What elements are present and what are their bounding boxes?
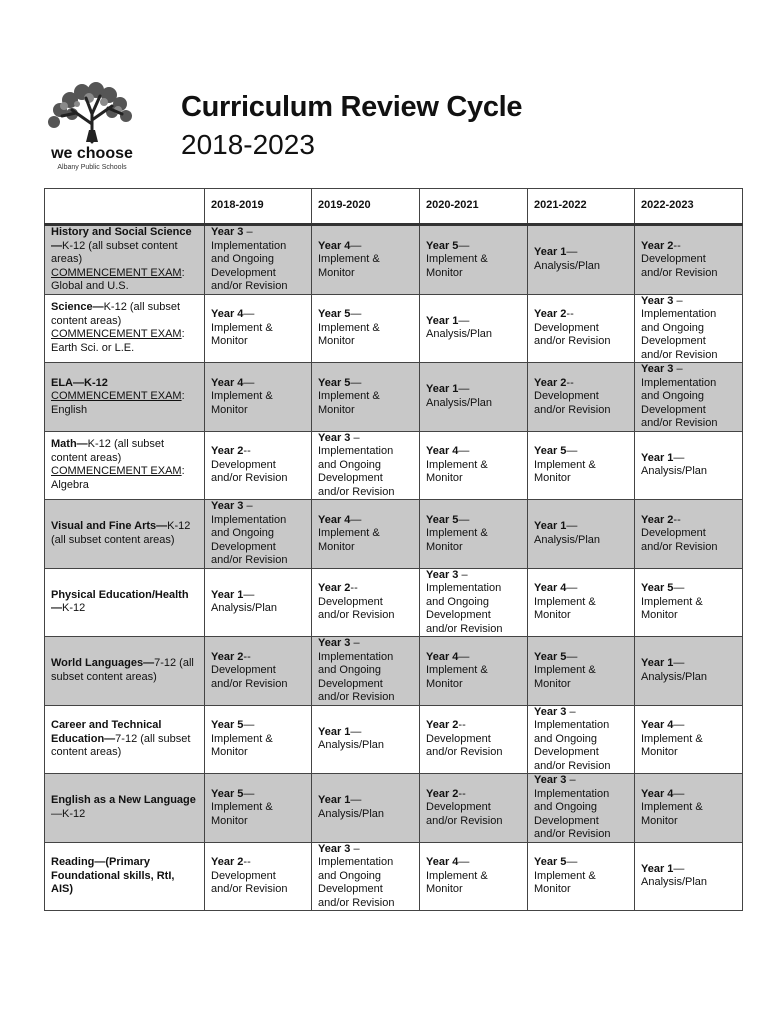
year-label: Year 3 [426,568,459,581]
commencement-exam-value: : Global and U.S. [51,266,185,292]
year-label: Year 5 [534,856,567,868]
subject-cell [45,774,205,843]
cycle-cell [635,500,743,569]
year-label: Year 2 [641,513,674,526]
year-separator: — [673,582,685,594]
cycle-cell [205,568,312,637]
year-separator: — [243,376,255,389]
phase-description: Development and/or Revision [426,801,503,827]
table-row [45,842,743,911]
cycle-cell [312,294,420,363]
cycle-cell [528,431,635,500]
phase-description: Analysis/Plan [211,602,278,615]
cycle-cell [205,294,312,363]
cycle-cell [205,500,312,569]
phase-description: Analysis/Plan [534,259,601,272]
year-label: Year 4 [641,787,674,800]
year-separator: — [566,520,578,533]
year-label: Year 1 [534,520,567,533]
cycle-cell [528,705,635,774]
cycle-cell [312,568,420,637]
cycle-cell [420,774,528,843]
cycle-cell [312,431,420,500]
year-separator: — [350,513,362,526]
subject-scope: K-12 (all subset content areas) [51,301,181,327]
phase-description: Implement & Monitor [534,458,596,484]
phase-description: Implement & Monitor [426,664,488,690]
subject-cell [45,842,205,911]
cycle-cell [528,225,635,295]
phase-description: Implement & Monitor [534,664,596,690]
phase-description: Implementation and Ongoing Development and/or Revision [318,856,395,909]
phase-description: Implement & Monitor [426,869,488,895]
commencement-exam-label: COMMENCEMENT EXAM [51,390,182,402]
year-separator: -- [243,650,251,663]
year-separator: — [350,725,362,738]
phase-description: Development and/or Revision [426,732,503,758]
phase-description: Development and/or Revision [211,664,288,690]
year-separator: -- [243,445,251,457]
year-label: Year 3 [318,637,351,649]
phase-description: Implement & Monitor [534,595,596,621]
phase-description: Analysis/Plan [426,328,493,341]
phase-description: Analysis/Plan [534,533,601,546]
year-label: Year 1 [534,246,567,259]
phase-description: Implementation and Ongoing Development and/or Revision [426,582,503,635]
commencement-exam-value: : Earth Sci. or L.E. [51,328,185,354]
year-separator: – [566,705,576,718]
subject-name: Reading—(Primary Foundational skills, RtI, AIS) [51,856,175,895]
cycle-cell [528,500,635,569]
column-header-year: 2018-2019 [205,189,312,225]
year-label: Year 4 [318,513,351,526]
table-row [45,225,743,295]
phase-description: Implement & Monitor [641,801,703,827]
year-separator: -- [566,308,574,320]
phase-description: Implement & Monitor [426,527,488,553]
cycle-cell [635,568,743,637]
year-separator: -- [673,513,681,526]
year-label: Year 3 [641,363,674,375]
phase-description: Analysis/Plan [318,739,385,752]
year-separator: – [350,842,360,855]
commencement-exam-label: COMMENCEMENT EXAM [51,266,182,279]
phase-description: Development and/or Revision [318,595,395,621]
subject-name: English as a New Language [51,794,196,807]
year-label: Year 5 [318,376,351,389]
year-label: Year 3 [318,431,351,444]
svg-text:Albany Public Schools: Albany Public Schools [57,164,127,171]
subject-scope: 7-12 (all subset content areas) [51,657,194,683]
phase-description: Development and/or Revision [534,321,611,347]
cycle-cell [312,705,420,774]
year-separator: — [350,794,362,807]
subject-scope: 7-12 (all subset content areas) [51,732,191,758]
phase-description: Analysis/Plan [641,876,708,889]
year-label: Year 1 [641,451,674,464]
cycle-cell [528,774,635,843]
cycle-cell [205,637,312,706]
cycle-cell [528,363,635,432]
year-label: Year 2 [318,582,351,594]
cycle-cell [635,774,743,843]
year-separator: – [350,637,360,649]
table-row [45,705,743,774]
phase-description: Analysis/Plan [426,396,493,409]
year-label: Year 4 [641,719,674,731]
phase-description: Implementation and Ongoing Development and/or Revision [641,376,718,429]
year-separator: — [673,451,685,464]
cycle-cell [205,774,312,843]
subject-cell [45,225,205,295]
review-cycle-table [44,188,743,911]
cycle-cell [528,637,635,706]
year-label: Year 4 [426,445,459,457]
year-label: Year 5 [426,513,459,526]
column-header-year: 2021-2022 [528,189,635,225]
subject-cell [45,637,205,706]
year-label: Year 1 [318,794,351,807]
year-separator: — [350,308,362,320]
phase-description: Implementation and Ongoing Development and/or Revision [318,445,395,498]
phase-description: Implement & Monitor [318,321,380,347]
year-label: Year 5 [211,787,244,800]
cycle-cell [312,637,420,706]
phase-description: Implementation and Ongoing Development and/or Revision [318,650,395,703]
commencement-exam-value: : Algebra [51,465,185,491]
tree-logo-icon [42,80,142,175]
year-separator: – [673,294,683,307]
year-label: Year 4 [426,650,459,663]
table-header [45,189,743,225]
phase-description: Implementation and Ongoing Development and/or Revision [641,308,718,361]
phase-description: Analysis/Plan [641,465,708,478]
page-subtitle: 2018-2023 [181,129,315,160]
cycle-cell [312,363,420,432]
subject-name: Math— [51,438,88,451]
year-separator: – [566,774,576,786]
subject-name: Physical Education/Health— [51,588,189,615]
cycle-cell [635,705,743,774]
column-header-year: 2020-2021 [420,189,528,225]
year-label: Year 2 [426,787,459,800]
phase-description: Development and/or Revision [211,869,288,895]
year-separator: — [458,383,470,396]
cycle-cell [635,431,743,500]
year-label: Year 3 [641,294,674,307]
year-label: Year 4 [534,582,567,594]
subject-cell [45,568,205,637]
phase-description: Analysis/Plan [318,807,385,820]
year-separator: — [350,239,362,252]
cycle-cell [205,363,312,432]
phase-description: Implement & Monitor [318,390,380,416]
phase-description: Implementation and Ongoing Development and/or Revision [211,239,288,292]
subject-scope: —K-12 [51,807,86,820]
cycle-cell [420,294,528,363]
phase-description: Implementation and Ongoing Development and/or Revision [534,787,611,840]
phase-description: Implement & Monitor [211,732,273,758]
cycle-cell [420,637,528,706]
cycle-cell [205,705,312,774]
column-header-year: 2022-2023 [635,189,743,225]
year-label: Year 2 [211,445,244,457]
table-body [45,225,743,911]
year-separator: -- [566,376,574,389]
phase-description: Analysis/Plan [641,670,708,683]
cycle-cell [312,225,420,295]
phase-description: Implement & Monitor [641,732,703,758]
header-row [45,189,743,225]
year-separator: — [243,308,255,320]
phase-description: Implement & Monitor [211,801,273,827]
subject-cell [45,363,205,432]
subject-scope: K-12 (all subset content areas) [51,438,165,464]
phase-description: Implement & Monitor [318,527,380,553]
phase-description: Implement & Monitor [211,390,273,416]
year-label: Year 5 [534,445,567,457]
page-title: Curriculum Review Cycle [181,91,523,123]
phase-description: Implement & Monitor [534,869,596,895]
year-separator: — [458,445,470,457]
year-separator: — [566,582,578,594]
subject-scope: K-12 [62,602,86,615]
year-separator: — [566,650,578,663]
year-separator: — [673,719,685,731]
year-label: Year 2 [534,376,567,389]
year-label: Year 3 [534,774,567,786]
year-separator: – [673,363,683,375]
phase-description: Implementation and Ongoing Development and/or Revision [211,513,288,566]
phase-description: Implementation and Ongoing Development and/or Revision [534,719,611,772]
cycle-cell [420,500,528,569]
cycle-cell [312,842,420,911]
table-row [45,500,743,569]
year-label: Year 2 [641,239,674,252]
year-separator: — [673,862,685,875]
cycle-cell [635,225,743,295]
cycle-cell [528,568,635,637]
year-separator: -- [458,719,466,731]
year-label: Year 4 [211,308,244,320]
phase-description: Development and/or Revision [641,253,718,279]
cycle-cell [635,294,743,363]
year-label: Year 1 [426,383,459,396]
year-separator: -- [458,787,466,800]
phase-description: Implement & Monitor [426,253,488,279]
year-separator: — [458,513,470,526]
cycle-cell [205,842,312,911]
year-label: Year 4 [426,856,459,868]
district-logo [42,80,142,175]
year-separator: — [566,856,578,868]
subject-name: Career and Technical Education— [51,719,162,745]
table-row [45,431,743,500]
year-label: Year 5 [534,650,567,663]
table-row [45,363,743,432]
year-separator: — [673,657,685,670]
year-separator: -- [350,582,358,594]
cycle-cell [420,842,528,911]
subject-scope: K-12 (all subset content areas) [51,520,191,546]
table-row [45,294,743,363]
year-separator: — [458,856,470,868]
year-separator: – [243,226,253,238]
year-separator: — [350,376,362,389]
year-separator: – [458,568,468,581]
phase-description: Development and/or Revision [211,458,288,484]
year-label: Year 1 [641,657,674,670]
svg-text:we choose: we choose [51,145,133,162]
cycle-cell [420,363,528,432]
cycle-cell [635,637,743,706]
year-separator: — [458,239,470,252]
cycle-cell [420,568,528,637]
subject-name: Visual and Fine Arts— [51,520,168,533]
year-label: Year 1 [318,725,351,738]
year-label: Year 4 [211,376,244,389]
column-header-year: 2019-2020 [312,189,420,225]
year-separator: — [673,787,685,800]
phase-description: Implement & Monitor [426,458,488,484]
cycle-cell [312,774,420,843]
year-label: Year 1 [211,588,244,601]
year-separator: -- [243,856,251,868]
subject-cell [45,705,205,774]
commencement-exam-value: : English [51,390,185,416]
year-label: Year 5 [318,308,351,320]
subject-name: Science— [51,301,104,314]
table-row [45,774,743,843]
year-label: Year 1 [641,862,674,875]
commencement-exam-label: COMMENCEMENT EXAM [51,328,182,341]
year-label: Year 2 [426,719,459,731]
subject-name: ELA—K-12 [51,376,108,389]
year-separator: — [458,314,470,327]
year-separator: — [243,719,255,731]
year-separator: — [243,588,255,601]
cycle-cell [420,705,528,774]
cycle-cell [528,842,635,911]
phase-description: Development and/or Revision [534,390,611,416]
year-label: Year 2 [534,308,567,320]
table-row [45,637,743,706]
cycle-cell [528,294,635,363]
year-label: Year 2 [211,650,244,663]
phase-description: Implement & Monitor [641,595,703,621]
year-label: Year 2 [211,856,244,868]
year-label: Year 4 [318,239,351,252]
cycle-cell [635,842,743,911]
cycle-cell [420,225,528,295]
year-label: Year 3 [211,226,244,238]
year-separator: — [243,787,255,800]
subject-cell [45,500,205,569]
cycle-cell [420,431,528,500]
subject-cell [45,294,205,363]
year-separator: — [566,445,578,457]
phase-description: Implement & Monitor [318,253,380,279]
year-label: Year 1 [426,314,459,327]
year-separator: — [458,650,470,663]
cycle-cell [635,363,743,432]
year-label: Year 3 [318,842,351,855]
year-label: Year 5 [211,719,244,731]
subject-name: History and Social Science— [51,226,192,252]
subject-scope: K-12 (all subset content areas) [51,239,178,265]
year-separator: – [350,431,360,444]
cycle-cell [205,431,312,500]
phase-description: Implement & Monitor [211,321,273,347]
cycle-cell [205,225,312,295]
year-separator: — [566,246,578,259]
year-label: Year 5 [426,239,459,252]
cycle-cell [312,500,420,569]
subject-cell [45,431,205,500]
year-label: Year 5 [641,582,674,594]
table-row [45,568,743,637]
year-separator: -- [673,239,681,252]
subject-name: World Languages— [51,657,155,670]
commencement-exam-label: COMMENCEMENT EXAM [51,465,182,478]
phase-description: Development and/or Revision [641,527,718,553]
year-label: Year 3 [534,705,567,718]
year-separator: – [243,500,253,512]
column-header-subject [45,189,205,225]
year-label: Year 3 [211,500,244,512]
